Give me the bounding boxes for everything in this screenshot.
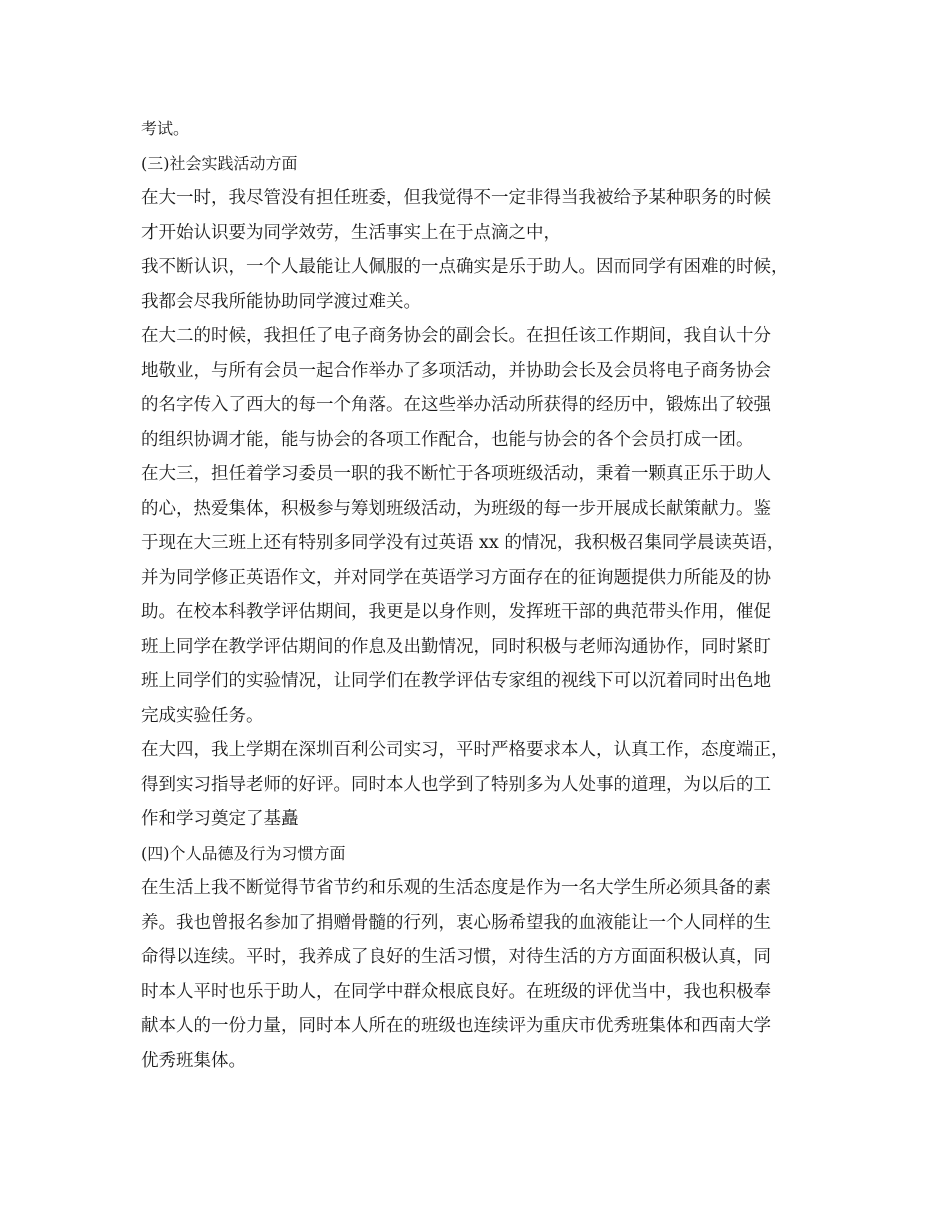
text-line: 献本人的一份力量，同时本人所在的班级也连续评为重庆市优秀班集体和西南大学 [141,1016,771,1036]
text-line: 班上同学们的实验情况，让同学们在教学评估专家组的视线下可以沉着同时出色地 [141,671,771,691]
text-line: 考试。 [141,119,190,138]
text-line: 在大三，担任着学习委员一职的我不断忙于各项班级活动，秉着一颗真正乐于助人 [141,464,771,484]
text-line: 班上同学在教学评估期间的作息及出勤情况，同时积极与老师沟通协作，同时紧盯 [141,636,771,657]
text-line: 的名字传入了西大的每一个角落。在这些举办活动所获得的经历中，锻炼出了较强 [141,395,771,415]
text-line: 完成实验任务。 [141,705,264,726]
text-line: 的组织协调才能，能与协会的各项工作配合，也能与协会的各个会员打成一团。 [141,429,754,450]
text-line: 于现在大三班上还有特别多同学没有过英语 xx 的情况，我积极召集同学晨读英语， [141,533,785,553]
text-line: 并为同学修正英语作文，并对同学在英语学习方面存在的征询题提供力所能及的协 [141,567,771,588]
text-line: 我不断认识，一个人最能让人佩服的一点确实是乐于助人。因而同学有困难的时候， [141,257,789,277]
text-line: 时本人平时也乐于助人，在同学中群众根底良好。在班级的评优当中，我也积极奉 [141,981,771,1002]
document-body [141,112,821,1078]
text-line: 在大一时，我尽管没有担任班委，但我觉得不一定非得当我被给予某种职务的时候 [141,188,771,208]
text-line: 在大二的时候，我担任了电子商务协会的副会长。在担任该工作期间，我自认十分 [141,326,771,346]
text-line: 的心，热爱集体，积极参与筹划班级活动，为班级的每一步开展成长献策献力。鉴 [141,498,771,519]
text-line: 我都会尽我所能协助同学渡过难关。 [141,291,421,312]
text-line: 得到实习指导老师的好评。同时本人也学到了特别多为人处事的道理，为以后的工 [141,774,771,795]
text-line: 在大四，我上学期在深圳百利公司实习，平时严格要求本人，认真工作，态度端正， [141,740,789,760]
text-line: 优秀班集体。 [141,1050,246,1071]
text-line: 命得以连续。平时，我养成了良好的生活习惯，对待生活的方方面面积极认真，同 [141,947,771,967]
text-line: 作和学习奠定了基矗 [141,809,299,829]
text-line: 在生活上我不断觉得节省节约和乐观的生活态度是作为一名大学生所必须具备的素 [141,878,771,898]
text-line: 才开始认识要为同学效劳，生活事实上在于点滴之中， [141,222,561,243]
section-heading: (四)个人品德及行为习惯方面 [141,843,346,863]
text-line: 地敬业，与所有会员一起合作举办了多项活动，并协助会长及会员将电子商务协会 [141,360,771,381]
text-line: 养。我也曾报名参加了捐赠骨髓的行列，衷心肠希望我的血液能让一个人同样的生 [141,912,771,933]
text-line: 助。在校本科教学评估期间，我更是以身作则，发挥班干部的典范带头作用，催促 [141,602,771,622]
section-heading: (三)社会实践活动方面 [141,153,298,173]
